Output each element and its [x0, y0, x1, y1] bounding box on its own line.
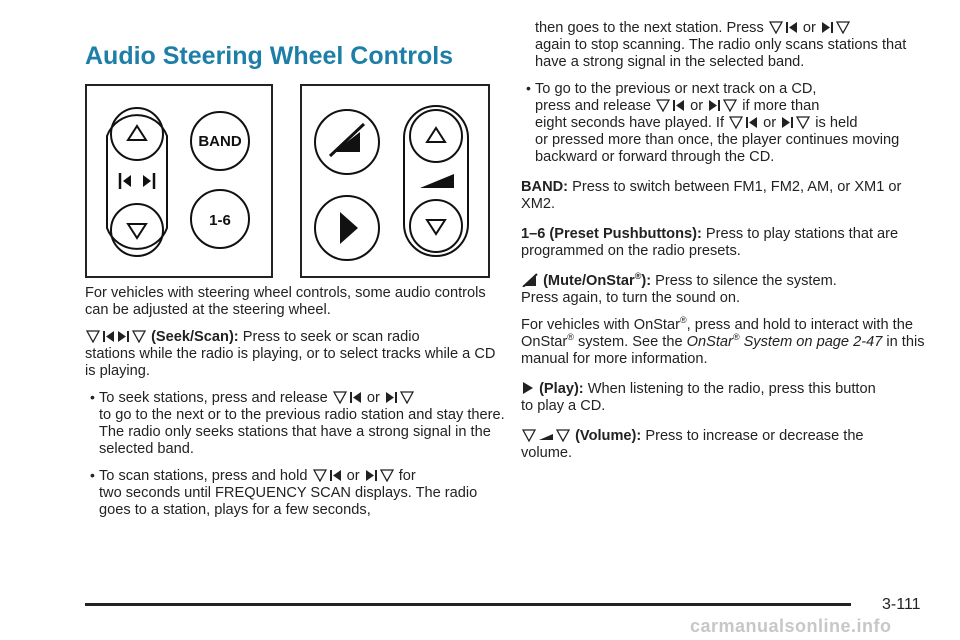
- bullet-dot-icon: •: [90, 467, 95, 483]
- seek-band-controls-figure: [85, 84, 273, 278]
- page-number: 3-111: [882, 596, 921, 613]
- intro-paragraph: For vehicles with steering wheel controls, some audio controls can be adjusted at the steering wheel.: [85, 285, 486, 318]
- seek-next-icon: [708, 99, 721, 112]
- seek-previous-icon: [349, 391, 362, 404]
- band-paragraph: BAND: Press to switch between FM1, FM2, AM, or XM1 or XM2.: [521, 179, 902, 212]
- seek-next-icon: [821, 21, 834, 34]
- seek-up-icon: [128, 126, 146, 140]
- seek-previous-icon: [102, 330, 115, 343]
- onstar-paragraph: For vehicles with OnStar®, press and hold to interact with the OnStar® system. See the OnStar® System on page 2-47 in this manual for more information.: [521, 315, 925, 367]
- page-title: Audio Steering Wheel Controls: [85, 42, 454, 70]
- seek-next-icon: [365, 469, 378, 482]
- seek-up-icon: [656, 99, 670, 112]
- mute-play-volume-figure: [300, 84, 490, 278]
- seek-scan-text-a: Press to seek or scan radio: [242, 329, 420, 345]
- seek-up-icon: [729, 116, 743, 129]
- volume-down-button[interactable]: [410, 200, 462, 252]
- mute-icon: [330, 124, 364, 156]
- seek-down-icon: [723, 99, 737, 112]
- seek-scan-label: (Seek/Scan):: [151, 329, 239, 345]
- play-icon: [340, 212, 358, 244]
- seek-scan-paragraph: [85, 329, 505, 380]
- seek-next-icon: [117, 330, 130, 343]
- volume-level-icon: [538, 429, 554, 442]
- volume-up-button[interactable]: [410, 110, 462, 162]
- mute-icon: [522, 273, 538, 287]
- preset-button-label: 1-6: [209, 212, 231, 229]
- seek-next-icon: [385, 391, 398, 404]
- play-paragraph: (Play): When listening to the radio, press this button to play a CD.: [521, 381, 876, 414]
- volume-up-icon: [427, 128, 445, 142]
- seek-up-icon: [86, 330, 100, 343]
- seek-previous-icon: [329, 469, 342, 482]
- seek-down-icon: [796, 116, 810, 129]
- seek-down-icon: [128, 224, 146, 238]
- watermark: carmanualsonline.info: [690, 616, 892, 636]
- seek-next-icon: [781, 116, 794, 129]
- band-label: BAND:: [521, 179, 569, 195]
- left-column: [85, 285, 505, 519]
- onstar-reference-link[interactable]: OnStar® System on page 2-47: [686, 332, 883, 350]
- volume-up-icon: [522, 429, 536, 442]
- footer-rule: [85, 603, 851, 606]
- volume-level-icon: [420, 174, 454, 188]
- seek-up-icon: [769, 21, 783, 34]
- seek-down-icon: [400, 391, 414, 404]
- seek-down-icon: [380, 469, 394, 482]
- seek-previous-icon: [745, 116, 758, 129]
- scan-bullet: • To scan stations, press and hold or for two seconds until FREQUENCY SCAN displays. The radio goes to a station, plays for a few seconds,: [90, 467, 478, 518]
- volume-down-icon: [556, 429, 570, 442]
- cd-track-bullet: • To go to the previous or next track on a CD, press and release or if more than eight seconds have played. If or is held or pressed more than once, the player continues moving backward or forward through the CD.: [526, 80, 900, 165]
- seek-previous-icon: [672, 99, 685, 112]
- seek-up-icon: [333, 391, 347, 404]
- seek-previous-icon: [120, 173, 131, 189]
- seek-up-icon: [313, 469, 327, 482]
- bullet-dot-icon: •: [90, 389, 95, 405]
- band-button-label: BAND: [198, 133, 242, 150]
- preset-paragraph: 1–6 (Preset Pushbuttons): Press to play stations that are programmed on the radio presets.: [521, 226, 899, 259]
- seek-previous-icon: [785, 21, 798, 34]
- seek-down-icon: [132, 330, 146, 343]
- volume-paragraph: (Volume): Press to increase or decrease the volume.: [521, 428, 864, 461]
- play-icon: [522, 381, 534, 395]
- scan-bullet-continued: then goes to the next station. Press or again to stop scanning. The radio only scans stations that have a strong signal in the selected band.: [535, 20, 907, 70]
- seek-bullet: • To seek stations, press and release or to go to the next or to the previous radio station and stay there. The radio only seeks stations that have a strong signal in the selected band.: [90, 389, 505, 457]
- preset-label: 1–6 (Preset Pushbuttons):: [521, 226, 702, 242]
- seek-next-icon: [143, 173, 154, 189]
- bullet-dot-icon: •: [526, 80, 531, 96]
- mute-paragraph: (Mute/OnStar®): Press to silence the system. Press again, to turn the sound on.: [521, 271, 837, 306]
- right-column: [521, 20, 931, 462]
- seek-down-icon: [836, 21, 850, 34]
- seek-scan-text-b: stations while the radio is playing, or to select tracks while a CD is playing.: [85, 346, 496, 379]
- volume-down-icon: [427, 220, 445, 234]
